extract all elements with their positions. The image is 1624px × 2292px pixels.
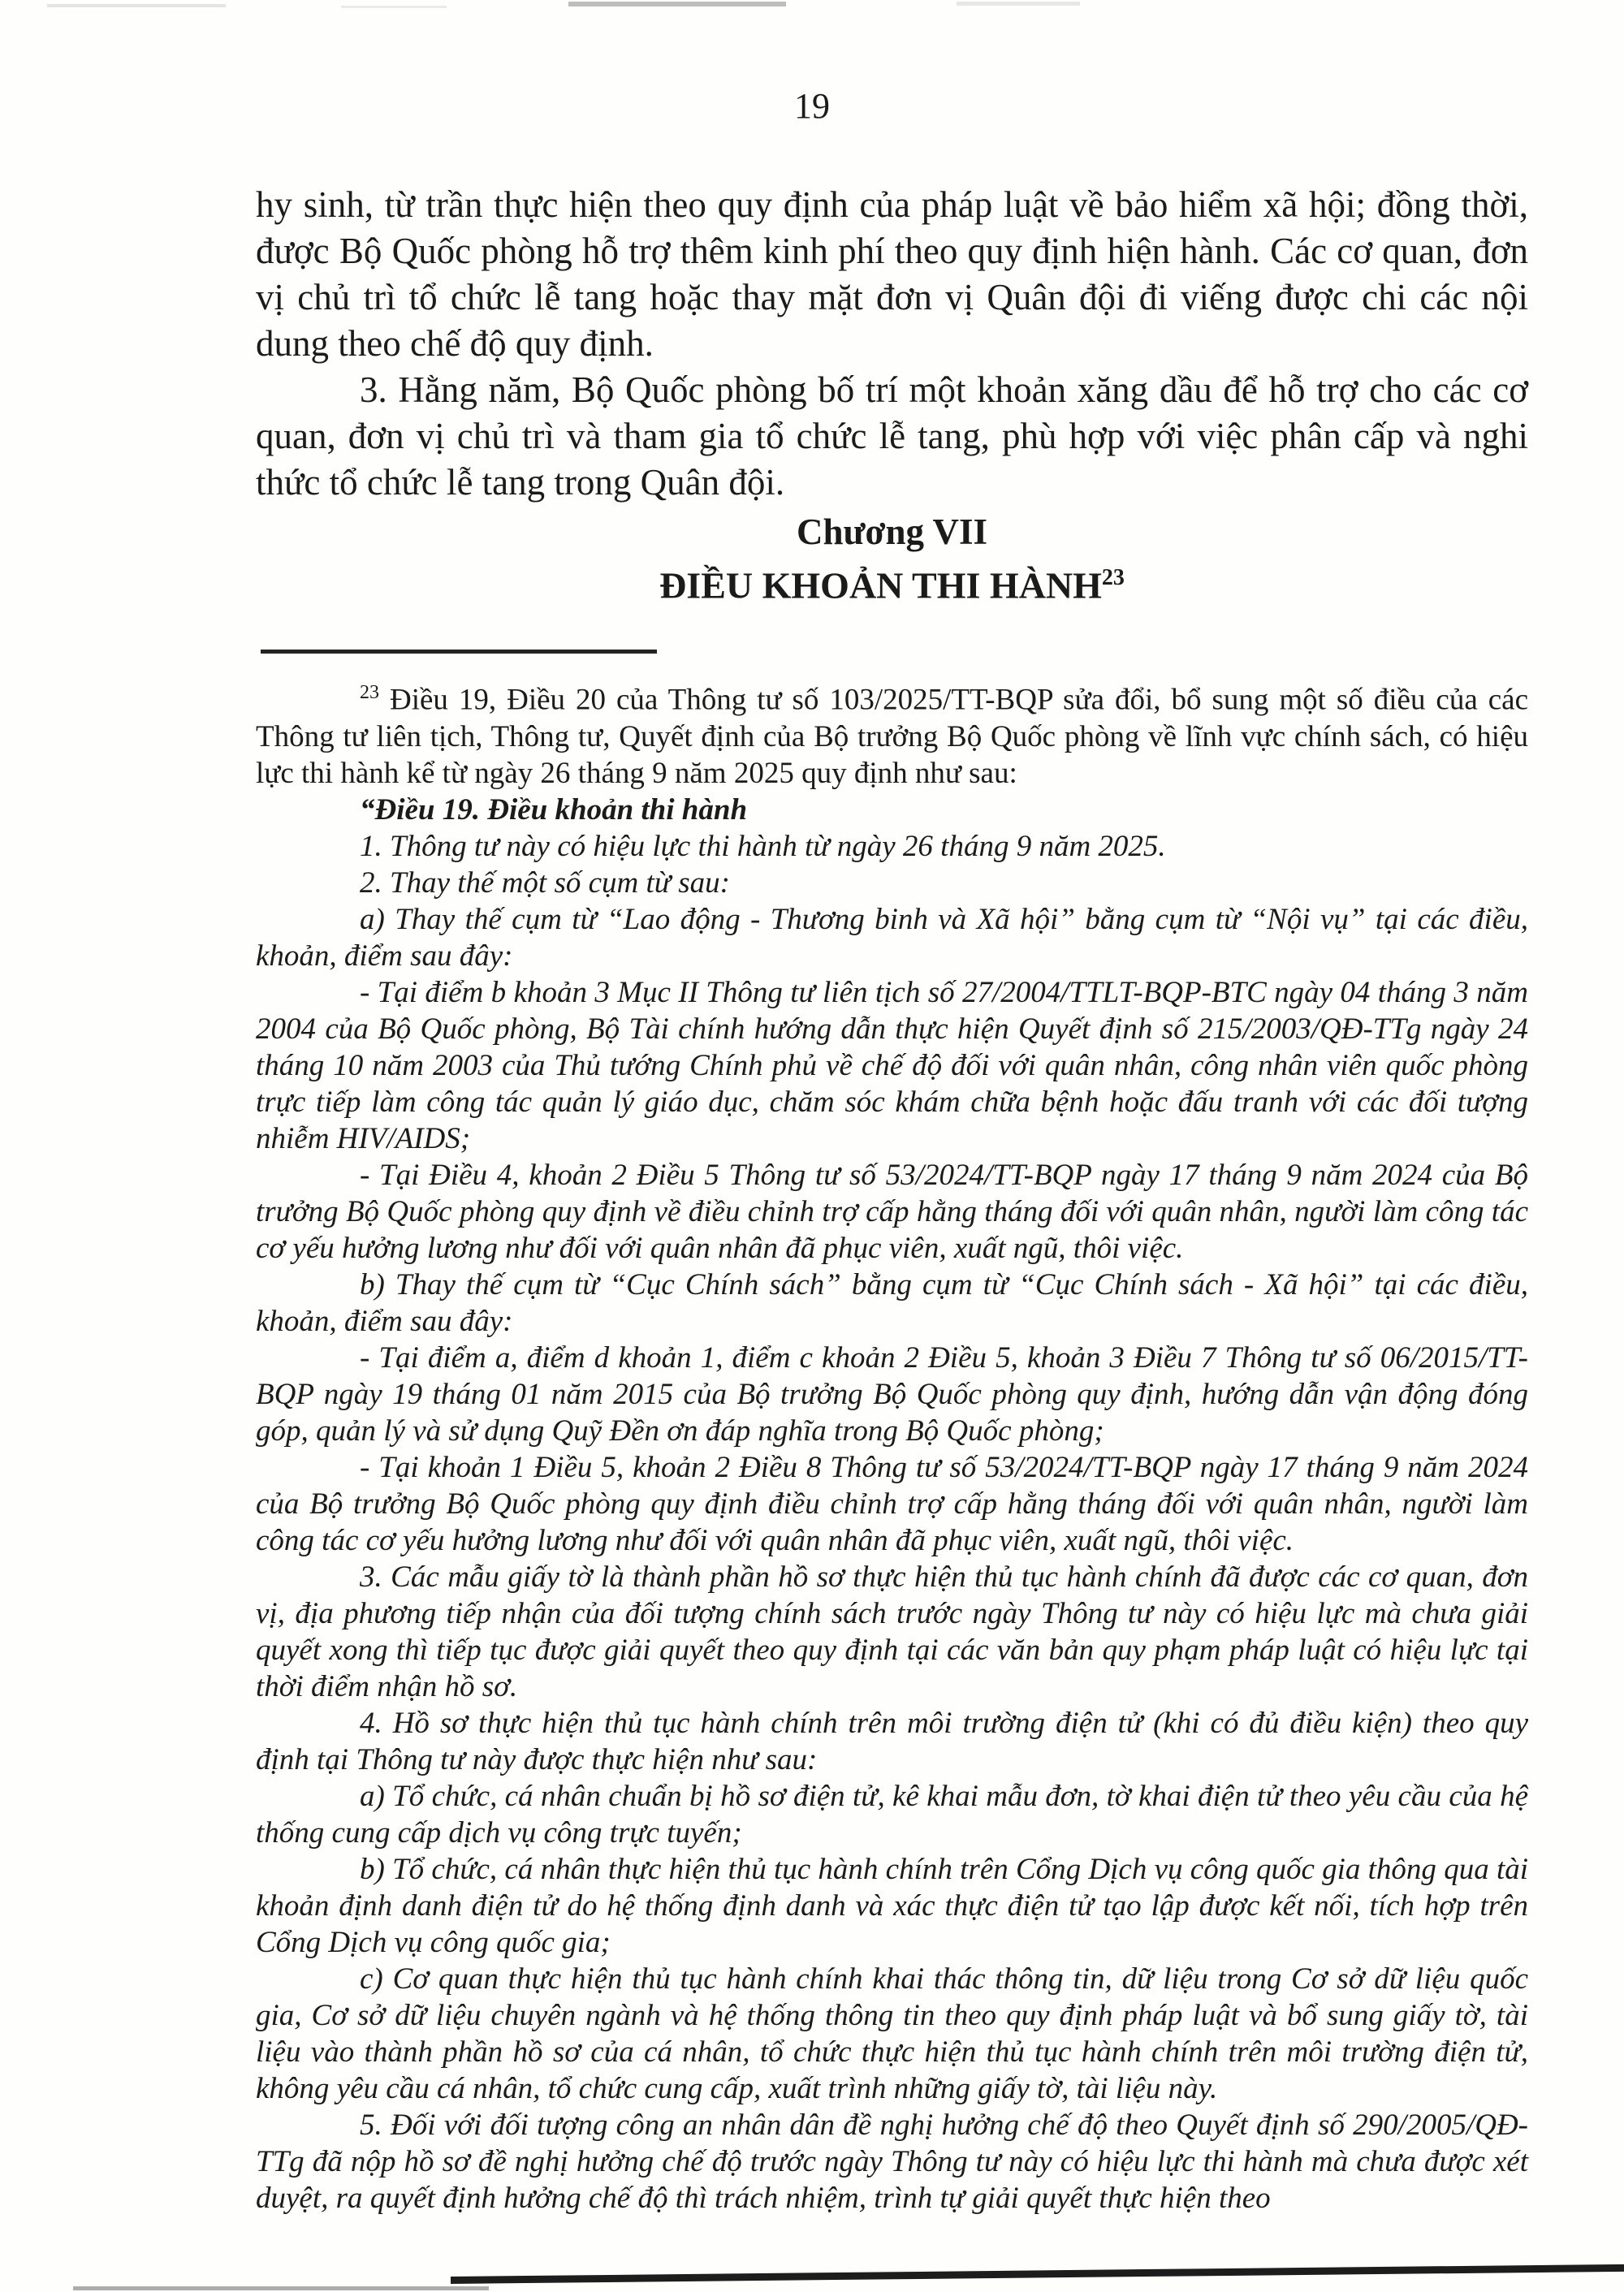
footnote-article-heading: “Điều 19. Điều khoản thi hành — [360, 792, 748, 827]
scan-artifact-bottom — [451, 2264, 1624, 2284]
chapter-heading: Chương VII — [797, 511, 987, 552]
footnote-ref: 23 — [360, 682, 379, 704]
footnote-paragraph: 1. Thông tư này có hiệu lực thi hành từ ngày 26 tháng 9 năm 2025. — [360, 829, 1166, 863]
scan-artifact-top — [47, 4, 226, 7]
footnote-paragraph: 5. Đối với đối tượng công an nhân dân đề nghị hưởng chế độ theo Quyết định số 290/2005/QĐ-TTg đã nộp hồ sơ đề nghị hưởng chế độ trước ngày Thông tư này có hiệu lực thi hành mà chưa được xét duyệt, ra quyết định hưởng chế độ thì trách nhiệm, trình tự giải quyết thực hiện theo — [256, 2108, 1528, 2215]
footnote-paragraph: a) Tổ chức, cá nhân chuẩn bị hồ sơ điện tử, kê khai mẫu đơn, tờ khai điện tử theo yêu cầu của hệ thống cung cấp dịch vụ công trực tuyến; — [256, 1779, 1528, 1850]
footnote-paragraph: - Tại điểm b khoản 3 Mục II Thông tư liên tịch số 27/2004/TTLT-BQP-BTC ngày 04 tháng 3 năm 2004 của Bộ Quốc phòng, Bộ Tài chính hướng dẫn thực hiện Quyết định số 215/2003/QĐ-TTg ngày 24 tháng 10 năm 2003 của Thủ tướng Chính phủ về chế độ đối với quân nhân, công nhân viên quốc phòng trực tiếp làm công tác quản lý giáo dục, chăm sóc khám chữa bệnh hoặc đấu tranh với các đối tượng nhiễm HIV/AIDS; — [256, 975, 1528, 1155]
chapter-title — [256, 555, 1528, 609]
page-content — [256, 182, 1528, 2216]
footnote-paragraph: 2. Thay thế một số cụm từ sau: — [360, 865, 730, 900]
footnote-paragraph: 4. Hồ sơ thực hiện thủ tục hành chính trên môi trường điện tử (khi có đủ điều kiện) theo quy định tại Thông tư này được thực hiện như sau: — [256, 1706, 1528, 1776]
footnote-paragraph: b) Thay thế cụm từ “Cục Chính sách” bằng cụm từ “Cục Chính sách - Xã hội” tại các điều, khoản, điểm sau đây: — [256, 1267, 1528, 1338]
body-paragraph-continued: hy sinh, từ trần thực hiện theo quy định của pháp luật về bảo hiểm xã hội; đồng thời, được Bộ Quốc phòng hỗ trợ thêm kinh phí theo quy định hiện hành. Các cơ quan, đơn vị chủ trì tổ chức lễ tang hoặc thay mặt đơn vị Quân đội đi viếng được chi các nội dung theo chế độ quy định. — [256, 184, 1528, 364]
footnote-paragraph: - Tại điểm a, điểm d khoản 1, điểm c khoản 2 Điều 5, khoản 3 Điều 7 Thông tư số 06/2015/TT-BQP ngày 19 tháng 01 năm 2015 của Bộ trưởng Bộ Quốc phòng quy định, hướng dẫn vận động đóng góp, quản lý và sử dụng Quỹ Đền ơn đáp nghĩa trong Bộ Quốc phòng; — [256, 1340, 1528, 1448]
footnote-paragraph: a) Thay thế cụm từ “Lao động - Thương binh và Xã hội” bằng cụm từ “Nội vụ” tại các điều, khoản, điểm sau đây: — [256, 902, 1528, 973]
footnote-intro-text: Điều 19, Điều 20 của Thông tư số 103/2025/TT-BQP sửa đổi, bổ sung một số điều của các Thông tư liên tịch, Thông tư, Quyết định của Bộ trưởng Bộ Quốc phòng về lĩnh vực chính sách, có hiệu lực thi hành kể từ ngày 26 tháng 9 năm 2025 quy định như sau: — [256, 683, 1528, 790]
chapter-title-text: ĐIỀU KHOẢN THI HÀNH — [659, 564, 1102, 606]
scan-artifact-top — [341, 6, 447, 8]
footnote-block — [256, 675, 1528, 2216]
footnote-paragraph: - Tại khoản 1 Điều 5, khoản 2 Điều 8 Thông tư số 53/2024/TT-BQP ngày 17 tháng 9 năm 2024 của Bộ trưởng Bộ Quốc phòng quy định điều chỉnh trợ cấp hằng tháng đối với quân nhân, người làm công tác cơ yếu hưởng lương như đối với quân nhân đã phục viên, xuất ngũ, thôi việc. — [256, 1450, 1528, 1557]
scan-artifact-bottom — [73, 2286, 489, 2290]
footnote-paragraph: c) Cơ quan thực hiện thủ tục hành chính khai thác thông tin, dữ liệu trong Cơ sở dữ liệu quốc gia, Cơ sở dữ liệu chuyên ngành và hệ thống thông tin theo quy định pháp luật và bổ sung giấy tờ, tài liệu vào thành phần hồ sơ của cá nhân, tổ chức thực hiện thủ tục hành chính trên môi trường điện tử, không yêu cầu cá nhân, tổ chức cung cấp, xuất trình những giấy tờ, tài liệu này. — [256, 1962, 1528, 2105]
scan-artifact-top — [568, 2, 786, 6]
chapter-title-footnote-ref: 23 — [1101, 565, 1125, 590]
scan-artifact-top — [957, 2, 1080, 6]
footnote-paragraph: - Tại Điều 4, khoản 2 Điều 5 Thông tư số 53/2024/TT-BQP ngày 17 tháng 9 năm 2024 của Bộ trưởng Bộ Quốc phòng quy định về điều chỉnh trợ cấp hằng tháng đối với quân nhân, người làm công tác cơ yếu hưởng lương như đối với quân nhân đã phục viên, xuất ngũ, thôi việc. — [256, 1158, 1528, 1265]
footnote-paragraph: 3. Các mẫu giấy tờ là thành phần hồ sơ thực hiện thủ tục hành chính đã được các cơ quan, đơn vị, địa phương tiếp nhận của đối tượng chính sách trước ngày Thông tư này có hiệu lực mà chưa giải quyết xong thì tiếp tục được giải quyết theo quy định tại các văn bản quy phạm pháp luật có hiệu lực tại thời điểm nhận hồ sơ. — [256, 1560, 1528, 1703]
body-paragraph-3: 3. Hằng năm, Bộ Quốc phòng bố trí một khoản xăng dầu để hỗ trợ cho các cơ quan, đơn vị chủ trì và tham gia tổ chức lễ tang, phù hợp với việc phân cấp và nghi thức tổ chức lễ tang trong Quân đội. — [256, 369, 1528, 503]
footnote-intro — [256, 675, 1528, 791]
footnote-separator — [261, 650, 657, 654]
footnote-paragraph: b) Tổ chức, cá nhân thực hiện thủ tục hành chính trên Cổng Dịch vụ công quốc gia thông qua tài khoản định danh điện tử do hệ thống định danh và xác thực điện tử tạo lập được kết nối, tích hợp trên Cổng Dịch vụ công quốc gia; — [256, 1852, 1528, 1959]
page-number: 19 — [794, 86, 830, 126]
